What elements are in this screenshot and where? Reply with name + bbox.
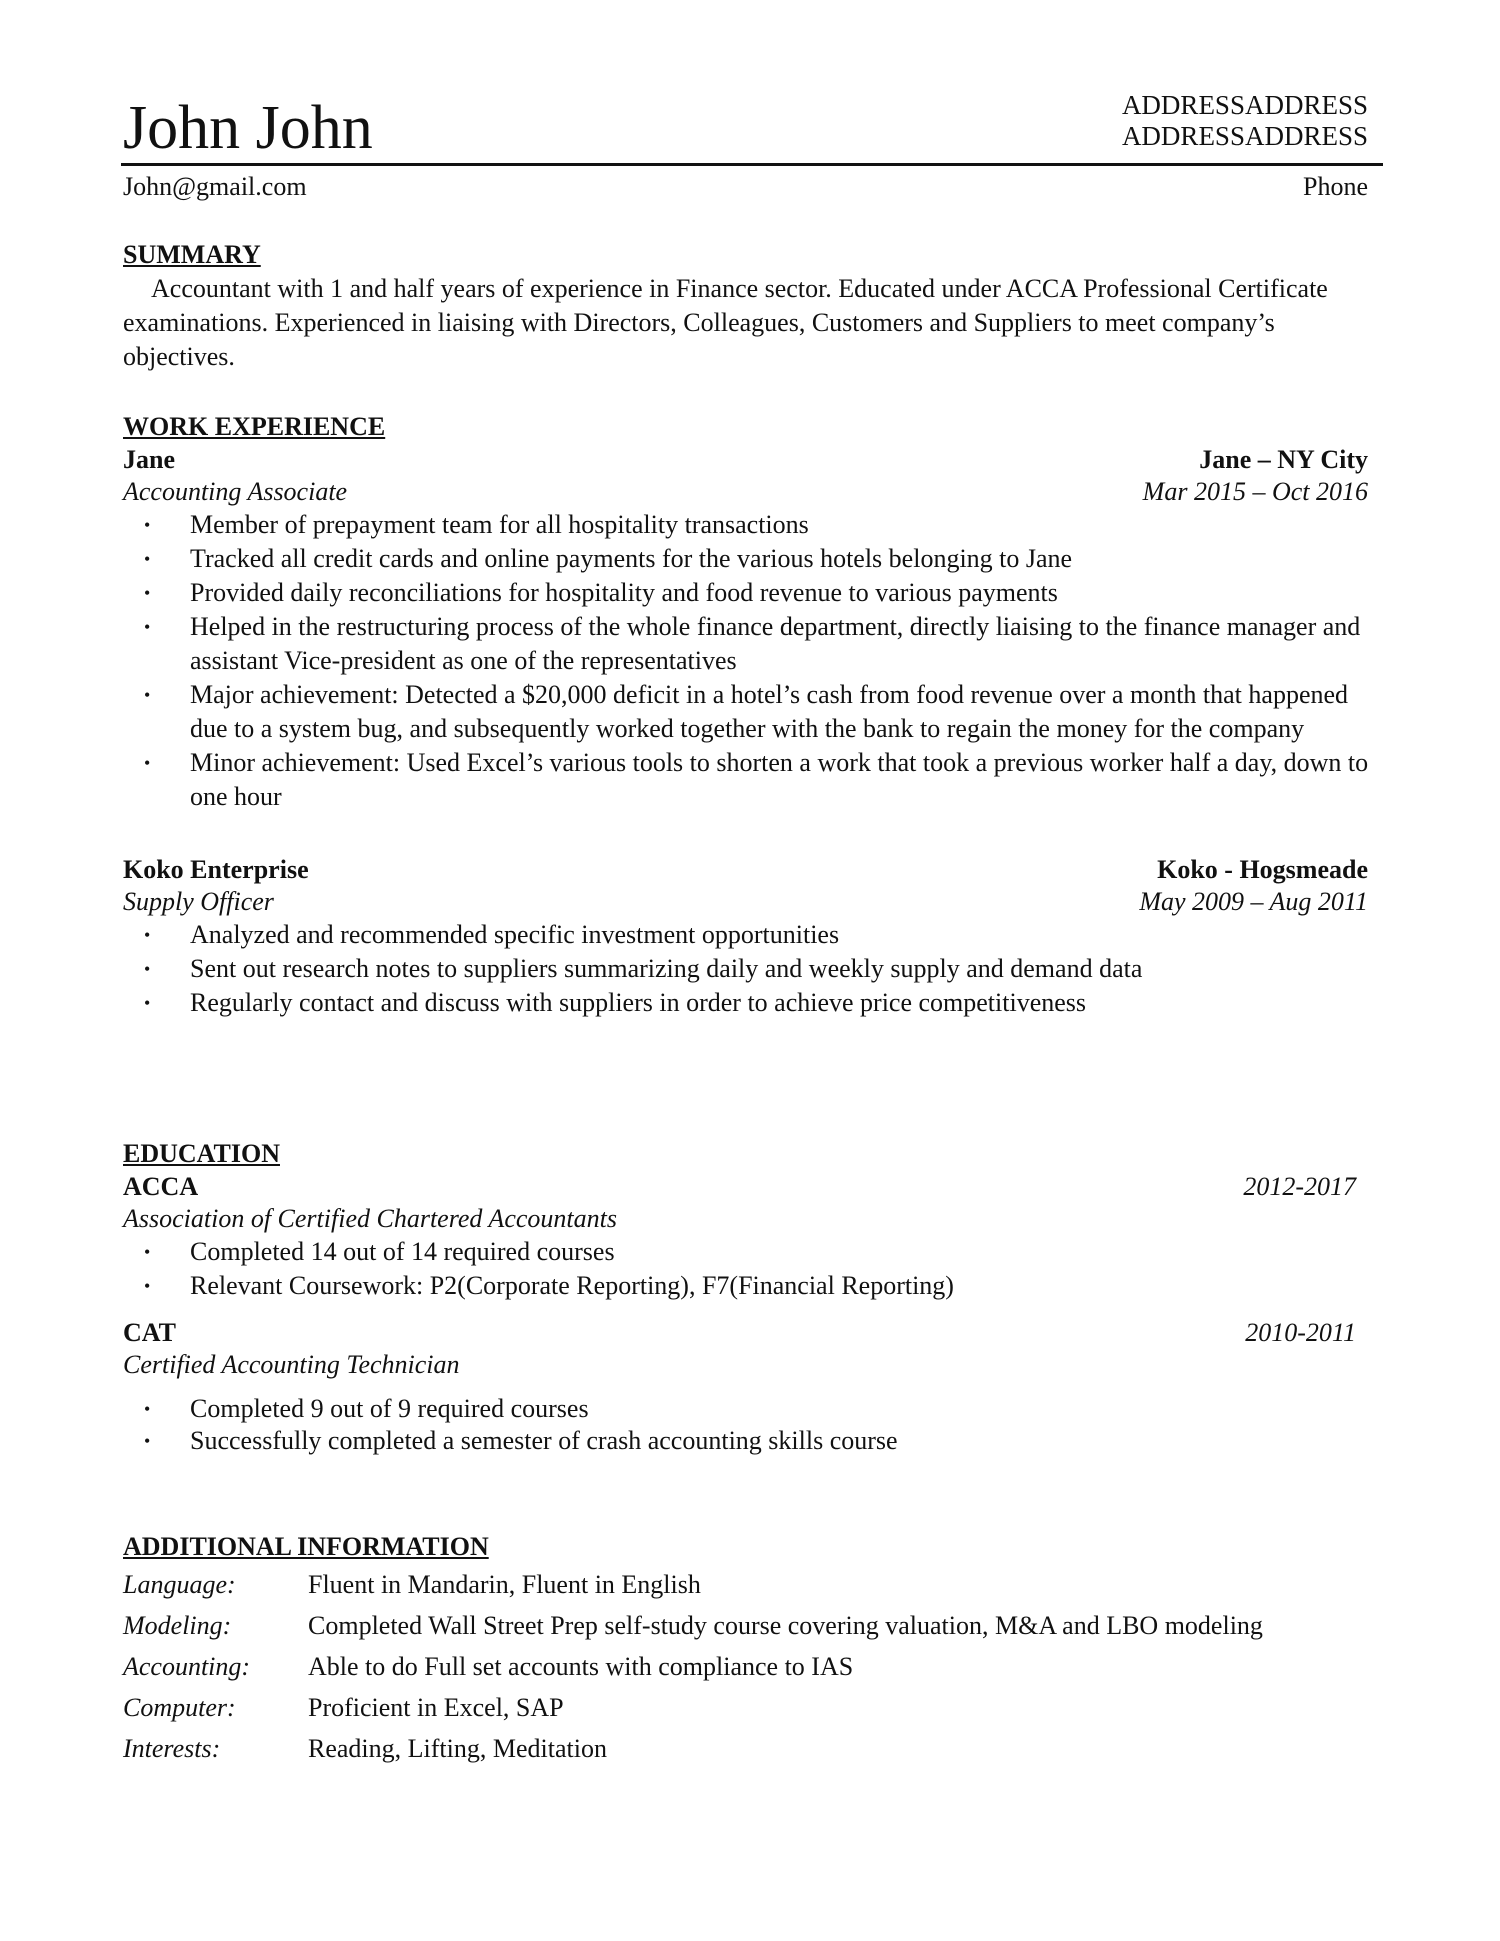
address-block [1122,90,1368,152]
list-item [123,918,1370,952]
additional-info-table [123,1564,1378,1769]
bullet-text: Relevant Coursework: P2(Corporate Reporting), F7(Financial Reporting) [190,1271,954,1300]
bullet-icon: • [144,685,151,705]
additional-info-label: Interests: [123,1734,221,1763]
job-dates: May 2009 – Aug 2011 [1139,887,1368,916]
summary-text: Accountant with 1 and half years of experience in Finance sector. Educated under ACCA Professional Certificate examinations. Experienced in liaising with Directors, Colleagues, Customers and Suppliers to meet company’s objectives. [123,274,1328,371]
education-years: 2010-2011 [1245,1318,1356,1347]
bullet-text: Sent out research notes to suppliers summarizing daily and weekly supply and demand data [190,954,1143,983]
bullet-icon: • [144,515,151,535]
additional-info-label: Language: [123,1570,236,1599]
list-item [123,952,1370,986]
additional-info-row [123,1605,1378,1646]
list-item [123,542,1370,576]
job-entry [123,854,1378,1020]
bullet-text: Minor achievement: Used Excel’s various tools to shorten a work that took a previous worker half a day, down to one hour [190,748,1369,811]
header-divider [121,163,1383,166]
additional-info-row [123,1687,1378,1728]
bullet-icon: • [144,549,151,569]
job-location: Koko - Hogsmeade [1157,855,1368,884]
job-location: Jane – NY City [1199,445,1368,474]
additional-info-label: Computer: [123,1693,236,1722]
summary-title: SUMMARY [123,240,261,269]
work-experience-section [123,410,1378,1020]
list-item [123,1269,1370,1303]
bullet-text: Helped in the restructuring process of the whole finance department, directly liaising to the finance manager and assistant Vice-president as one of the representatives [190,612,1361,675]
job-dates: Mar 2015 – Oct 2016 [1142,477,1368,506]
work-experience-title: WORK EXPERIENCE [123,412,386,441]
education-full-name: Association of Certified Chartered Accountants [123,1204,617,1233]
candidate-name: John John [123,94,373,162]
additional-info-row [123,1564,1378,1605]
bullet-text: Completed 9 out of 9 required courses [190,1394,589,1423]
bullet-icon: • [144,925,151,945]
summary-section [123,238,1378,374]
additional-info-row [123,1728,1378,1769]
bullet-icon: • [144,583,151,603]
address-line-1: ADDRESSADDRESS [1121,90,1368,120]
additional-info-label: Accounting: [123,1652,251,1681]
list-item [123,986,1370,1020]
additional-info-row [123,1646,1378,1687]
job-bullets [123,918,1378,1020]
additional-information-section [123,1530,1378,1769]
education-name: CAT [123,1318,176,1347]
list-item [123,508,1370,542]
bullet-text: Major achievement: Detected a $20,000 deficit in a hotel’s cash from food revenue over a month that happened due to a system bug, and subsequently worked together with the bank to regain the money for the company [190,680,1349,743]
list-item [123,678,1370,746]
bullet-icon: • [144,1399,151,1419]
bullet-text: Completed 14 out of 14 required courses [190,1237,615,1266]
additional-info-value: Reading, Lifting, Meditation [308,1734,607,1763]
resume-page [123,0,1378,1763]
education-name: ACCA [123,1172,199,1201]
list-item [123,1235,1370,1269]
education-entry [123,1171,1378,1303]
additional-info-value: Proficient in Excel, SAP [308,1693,564,1722]
job-role: Accounting Associate [123,477,348,506]
bullet-icon: • [144,1431,151,1451]
additional-info-label: Modeling: [123,1611,232,1640]
bullet-icon: • [144,993,151,1013]
bullet-icon: • [144,959,151,979]
education-section [123,1137,1378,1457]
bullet-icon: • [144,1276,151,1296]
additional-info-value: Completed Wall Street Prep self-study course covering valuation, M&A and LBO modeling [308,1611,1263,1640]
list-item [123,746,1370,814]
bullet-icon: • [144,617,151,637]
job-role: Supply Officer [123,887,274,916]
bullet-text: Regularly contact and discuss with suppliers in order to achieve price competitiveness [190,988,1087,1017]
bullet-text: Successfully completed a semester of crash accounting skills course [190,1426,898,1455]
list-item [123,1393,1370,1425]
bullet-text: Provided daily reconciliations for hospitality and food revenue to various payments [190,578,1058,607]
education-full-name: Certified Accounting Technician [123,1350,460,1379]
education-years: 2012-2017 [1243,1172,1356,1201]
education-bullets [123,1235,1378,1303]
job-entry [123,444,1378,814]
list-item [123,610,1370,678]
education-title: EDUCATION [123,1139,280,1168]
additional-information-title: ADDITIONAL INFORMATION [123,1532,489,1561]
job-company: Koko Enterprise [123,855,309,884]
list-item [123,576,1370,610]
resume-header [123,0,1378,201]
additional-info-value: Able to do Full set accounts with compliance to IAS [308,1652,854,1681]
education-entry [123,1317,1378,1457]
bullet-icon: • [144,753,151,773]
address-line-2: ADDRESSADDRESS [1121,121,1368,151]
bullet-icon: • [144,1242,151,1262]
list-item [123,1425,1370,1457]
job-company: Jane [123,445,175,474]
education-bullets [123,1393,1378,1457]
additional-info-value: Fluent in Mandarin, Fluent in English [308,1570,701,1599]
phone-number: Phone [1303,172,1368,201]
bullet-text: Member of prepayment team for all hospitality transactions [190,510,809,539]
email-address: John@gmail.com [123,172,307,201]
job-bullets [123,508,1378,814]
bullet-text: Tracked all credit cards and online payments for the various hotels belonging to Jane [190,544,1073,573]
bullet-text: Analyzed and recommended specific investment opportunities [190,920,840,949]
